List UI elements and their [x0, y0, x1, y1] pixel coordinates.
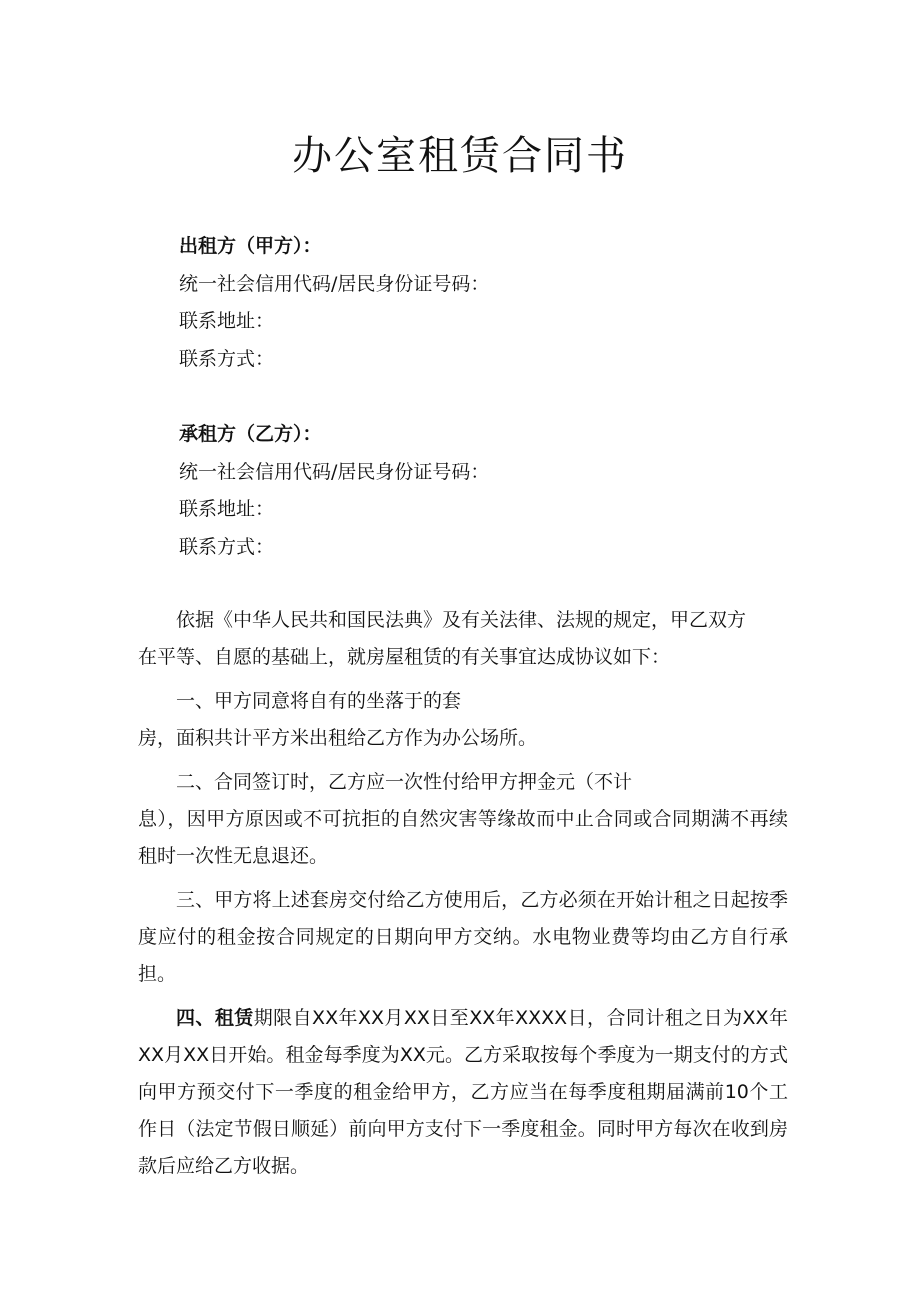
document-title: 办公室租赁合同书	[292, 133, 628, 179]
clause-1-line-1: 一、甲方同意将自有的坐落于的套	[176, 690, 462, 712]
party-b-contact-label: 联系方式：	[179, 535, 275, 558]
party-a-address-label: 联系地址：	[179, 310, 275, 332]
party-a-id-label: 统一社会信用代码/居民身份证号码：	[179, 272, 490, 295]
clause-4-paragraph	[138, 1000, 788, 1185]
party-a-contact-label: 联系方式：	[179, 347, 275, 370]
clause-3-paragraph: 三、甲方将上述套房交付给乙方使用后，乙方必须在开始计租之日起按季度应付的租金按合同规定的日期向甲方交纳。水电物业费等均由乙方自行承担。	[138, 889, 788, 985]
clause-1-line-2: 房，面积共计平方米出租给乙方作为办公场所。	[138, 727, 538, 749]
contract-body	[138, 602, 788, 1192]
clause-4-text: 期限自XX年XX月XX日至XX年XXXX日，合同计租之日为XX年XX月XX日开始。租金每季度为XX元。乙方采取按每个季度为一期支付的方式向甲方预交付下一季度的租金给甲方，乙方应当在每季度租期届满前10个工作日（法定节假日顺延）前向甲方支付下一季度租金。同时甲方每次在收到房款后应给乙方收据。	[138, 1007, 788, 1177]
party-b-heading: 承租方（乙方）：	[179, 423, 322, 445]
party-b-block	[179, 416, 489, 566]
clause-4-bold-lead: 四、租赁	[176, 1007, 254, 1029]
preamble-paragraph	[138, 602, 788, 676]
preamble-line-1: 依据《中华人民共和国民法典》及有关法律、法规的规定，甲乙双方	[176, 609, 747, 631]
party-a-block	[179, 228, 489, 378]
party-b-id-label: 统一社会信用代码/居民身份证号码：	[179, 460, 490, 483]
party-a-heading: 出租方（甲方）：	[179, 235, 322, 257]
party-b-address-label: 联系地址：	[179, 498, 275, 520]
clause-2-line-2: 息），因甲方原因或不可抗拒的自然灾害等缘故而中止合同或合同期满不再续租时一次性无息退还。	[138, 808, 788, 867]
preamble-line-2: 在平等、自愿的基础上，就房屋租赁的有关事宜达成协议如下：	[138, 646, 671, 668]
clause-2-line-1: 二、合同签订时，乙方应一次性付给甲方押金元（不计	[176, 771, 633, 793]
clause-2-paragraph	[138, 764, 788, 875]
clause-1-paragraph	[138, 683, 788, 757]
